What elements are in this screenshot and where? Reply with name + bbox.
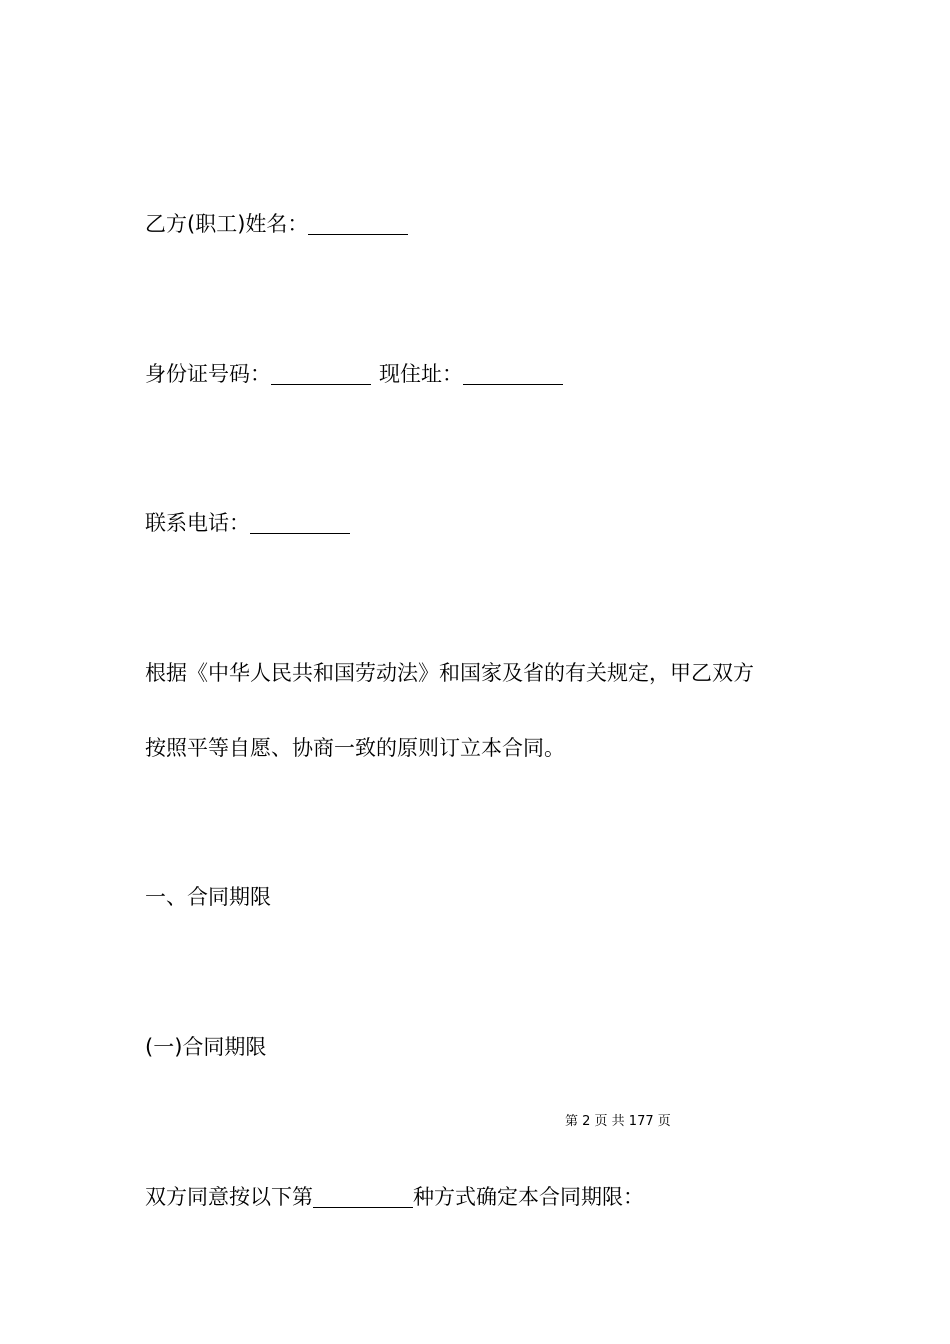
id-number-label: 身份证号码： <box>145 362 271 386</box>
id-number-blank <box>271 362 371 385</box>
section-heading: 一、合同期限 <box>145 885 271 909</box>
phone-label: 联系电话： <box>145 511 250 535</box>
intro-paragraph-line-1: 根据《中华人民共和国劳动法》和国家及省的有关规定，甲乙双方 <box>145 661 754 685</box>
party-b-name-blank <box>308 212 408 235</box>
phone-blank <box>250 511 350 534</box>
party-b-name-line <box>145 210 408 238</box>
phone-line <box>145 509 350 537</box>
term-method-line <box>145 1183 644 1211</box>
term-prefix: 双方同意按以下第 <box>145 1185 313 1209</box>
term-suffix: 种方式确定本合同期限： <box>413 1185 644 1209</box>
page-number-footer: 第 2 页 共 177 页 <box>565 1114 671 1129</box>
id-address-line <box>145 360 563 388</box>
address-label: 现住址： <box>379 362 463 386</box>
party-b-name-label: 乙方(职工)姓名： <box>145 212 309 236</box>
term-method-blank <box>313 1185 413 1208</box>
subsection-heading: (一)合同期限 <box>145 1035 267 1059</box>
address-blank <box>463 362 563 385</box>
intro-paragraph-line-2: 按照平等自愿、协商一致的原则订立本合同。 <box>145 736 565 760</box>
